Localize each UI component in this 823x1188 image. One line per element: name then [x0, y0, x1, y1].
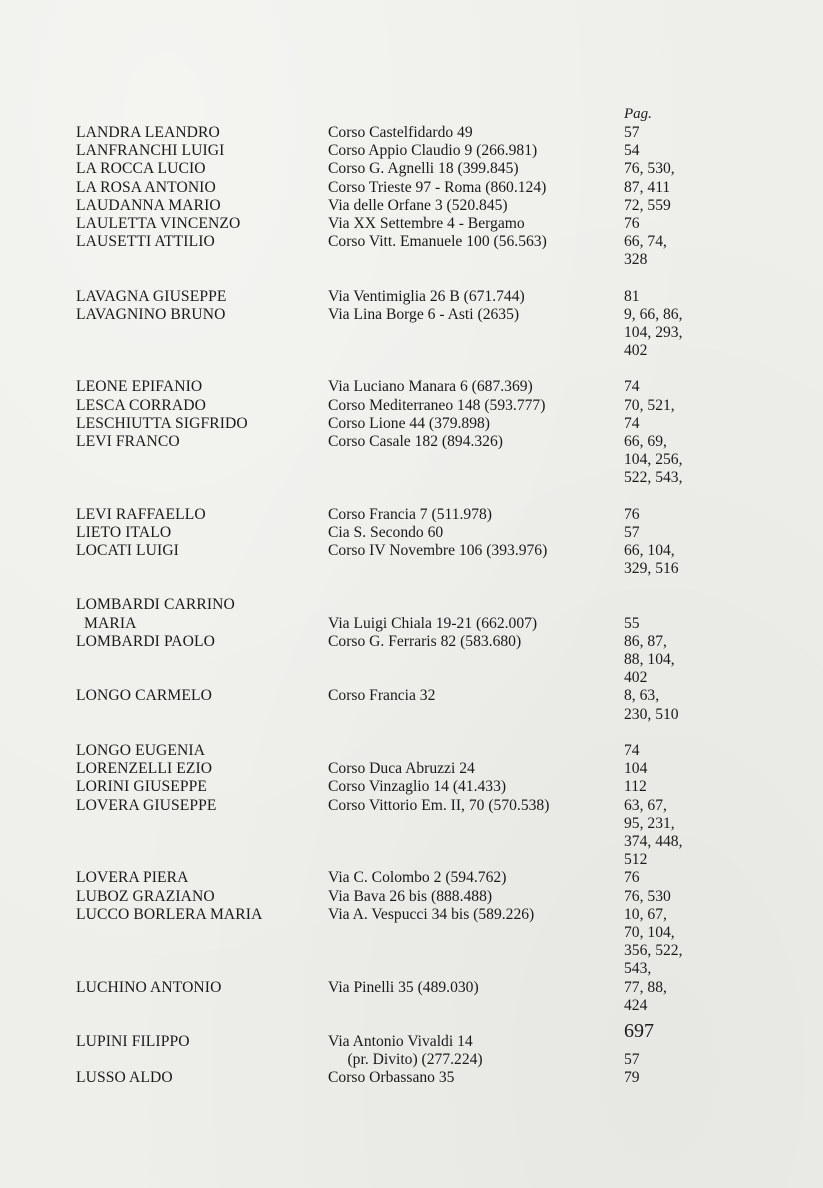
entry-address: Via Luciano Manara 6 (687.369): [328, 378, 533, 396]
entry-name: LA ROCCA LUCIO: [76, 160, 206, 178]
entry-address: Corso Duca Abruzzi 24: [328, 760, 475, 778]
entry-pages: 74: [624, 414, 640, 432]
entry-address: Via Pinelli 35 (489.030): [328, 978, 479, 996]
index-row: [76, 1069, 684, 1087]
entry-address: Corso Appio Claudio 9 (266.981): [328, 142, 538, 160]
entry-pages: 66, 104, 329, 516: [624, 542, 679, 578]
entry-address: Via A. Vespucci 34 bis (589.226): [328, 905, 535, 923]
entry-pages: 57: [624, 1051, 640, 1069]
entry-pages: 55: [624, 614, 640, 632]
entry-name: LAVAGNINO BRUNO: [76, 305, 226, 323]
entry-address: Cia S. Secondo 60: [328, 523, 444, 541]
entry-pages: 76: [624, 215, 640, 233]
entry-name: LA ROSA ANTONIO: [76, 178, 216, 196]
index-row: [76, 124, 684, 142]
entry-pages: 57: [624, 523, 640, 541]
entry-pages: 66, 74, 328: [624, 233, 667, 269]
entry-pages: 9, 66, 86, 104, 293, 402: [624, 305, 683, 360]
entry-address: Corso Castelfidardo 49: [328, 124, 473, 141]
entry-pages: 66, 69, 104, 256, 522, 543,: [624, 433, 683, 487]
entry-address: Via delle Orfane 3 (520.845): [328, 196, 508, 214]
entry-name: LESCHIUTTA SIGFRIDO: [76, 414, 248, 432]
entry-pages: 63, 67, 95, 231, 374, 448, 512: [624, 796, 683, 869]
entry-address: Via Luigi Chiala 19-21 (662.007): [328, 614, 538, 632]
entry-name: LONGO CARMELO: [76, 687, 213, 705]
entry-pages: 74: [624, 378, 640, 396]
entry-name: LESCA CORRADO: [76, 396, 206, 414]
entry-name: LUCCO BORLERA MARIA: [76, 905, 263, 923]
entry-name: LANDRA LEANDRO: [76, 124, 220, 141]
entry-pages: 76, 530,: [624, 160, 675, 178]
entry-name: LEONE EPIFANIO: [76, 378, 203, 396]
entry-pages: 70, 521,: [624, 396, 675, 414]
row-spacer: [76, 360, 684, 378]
entry-name: LUPINI FILIPPO: [76, 1032, 190, 1050]
entry-name: LOMBARDI PAOLO: [76, 632, 216, 650]
entry-pages: 54: [624, 142, 640, 160]
entry-address: Corso Casale 182 (894.326): [328, 433, 503, 451]
entry-name: LOVERA GIUSEPPE: [76, 796, 217, 814]
entry-pages: 76: [624, 869, 640, 887]
entry-address: Corso G. Ferraris 82 (583.680): [328, 632, 522, 650]
entry-address: Corso Orbassano 35: [328, 1069, 455, 1087]
entry-name: LORENZELLI EZIO: [76, 760, 213, 778]
index-row: [76, 869, 684, 887]
entry-address: Corso Francia 7 (511.978): [328, 505, 492, 523]
index-row: [76, 288, 684, 306]
entry-pages: 81: [624, 287, 640, 305]
entry-name: LUCHINO ANTONIO: [76, 978, 222, 996]
entry-name: LAUSETTI ATTILIO: [76, 233, 215, 251]
index-row: [76, 979, 684, 1015]
entry-name: LAVAGNA GIUSEPPE: [76, 287, 227, 305]
entry-pages: 104: [624, 760, 648, 778]
entry-address: Via Lina Borge 6 - Asti (2635): [328, 305, 520, 323]
entry-address: Via Antonio Vivaldi 14 (pr. Divito) (277.224): [328, 1032, 483, 1069]
entry-name: LEVI RAFFAELLO: [76, 505, 206, 523]
entry-pages: 77, 88, 424: [624, 978, 667, 1014]
entry-name: LUBOZ GRAZIANO: [76, 887, 215, 905]
index-row: [76, 433, 684, 488]
row-spacer: [76, 1015, 684, 1033]
index-row: [76, 378, 684, 396]
row-spacer: [76, 578, 684, 596]
index-row: [76, 506, 684, 524]
index-row: [76, 596, 684, 632]
entry-address: Corso Vinzaglio 14 (41.433): [328, 778, 507, 796]
row-spacer: [76, 270, 684, 288]
entry-pages: 10, 67, 70, 104, 356, 522, 543,: [624, 905, 683, 978]
index-row: [76, 306, 684, 361]
index-row: [76, 215, 684, 233]
entry-address: Via XX Settembre 4 - Bergamo: [328, 215, 525, 233]
entry-pages: 79: [624, 1069, 640, 1087]
index-row: [76, 524, 684, 542]
row-spacer: [76, 724, 684, 742]
index-row: [76, 760, 684, 778]
entry-pages: 86, 87, 88, 104, 402: [624, 632, 675, 687]
index-row: [76, 160, 684, 178]
entry-address: [328, 742, 624, 760]
entry-address: Via Ventimiglia 26 B (671.744): [328, 287, 525, 305]
name-index-table: [76, 124, 684, 1088]
entry-name: LORINI GIUSEPPE: [76, 778, 208, 796]
entry-name: LAULETTA VINCENZO: [76, 215, 241, 233]
entry-name: LONGO EUGENIA: [76, 741, 206, 759]
entry-address: Via Bava 26 bis (888.488): [328, 887, 493, 905]
entry-address: Corso G. Agnelli 18 (399.845): [328, 160, 519, 178]
entry-address: Corso Vitt. Emanuele 100 (56.563): [328, 233, 547, 251]
entry-name: LIETO ITALO: [76, 523, 172, 541]
entry-pages: 76, 530: [624, 887, 671, 905]
index-row: [76, 542, 684, 578]
entry-pages: 72, 559: [624, 196, 671, 214]
pages-column-header: Pag.: [624, 106, 652, 122]
index-row: [76, 742, 684, 760]
entry-address: Corso Lione 44 (379.898): [328, 414, 490, 432]
entry-name: LEVI FRANCO: [76, 433, 180, 451]
entry-address: Corso Francia 32: [328, 687, 436, 705]
index-row: [76, 778, 684, 796]
entry-pages: 112: [624, 778, 647, 796]
index-row: [76, 1033, 684, 1069]
index-row: [76, 179, 684, 197]
index-row: [76, 888, 684, 906]
entry-pages: 74: [624, 741, 640, 759]
index-row: [76, 633, 684, 688]
index-row: [76, 397, 684, 415]
index-row: [76, 687, 684, 723]
entry-pages: 76: [624, 505, 640, 523]
entry-name: LANFRANCHI LUIGI: [76, 142, 225, 160]
entry-pages: 57: [624, 124, 640, 141]
entry-address: Corso IV Novembre 106 (393.976): [328, 542, 548, 560]
entry-address: Corso Trieste 97 - Roma (860.124): [328, 178, 547, 196]
index-row: [76, 415, 684, 433]
entry-address: Corso Vittorio Em. II, 70 (570.538): [328, 796, 550, 814]
index-row: [76, 197, 684, 215]
index-row: [76, 797, 684, 870]
entry-name: LAUDANNA MARIO: [76, 196, 221, 214]
entry-name: LOVERA PIERA: [76, 869, 189, 887]
entry-address: Corso Mediterraneo 148 (593.777): [328, 396, 546, 414]
entry-name: LOCATI LUIGI: [76, 542, 179, 560]
entry-address: Via C. Colombo 2 (594.762): [328, 869, 507, 887]
index-row: [76, 142, 684, 160]
entry-pages: 87, 411: [624, 178, 671, 196]
entry-name: LUSSO ALDO: [76, 1069, 173, 1087]
index-row: [76, 233, 684, 269]
entry-name: LOMBARDI CARRINO MARIA: [76, 596, 235, 632]
entry-pages: 8, 63, 230, 510: [624, 687, 679, 723]
page-number: 697: [624, 1020, 654, 1042]
row-spacer: [76, 488, 684, 506]
index-row: [76, 906, 684, 979]
